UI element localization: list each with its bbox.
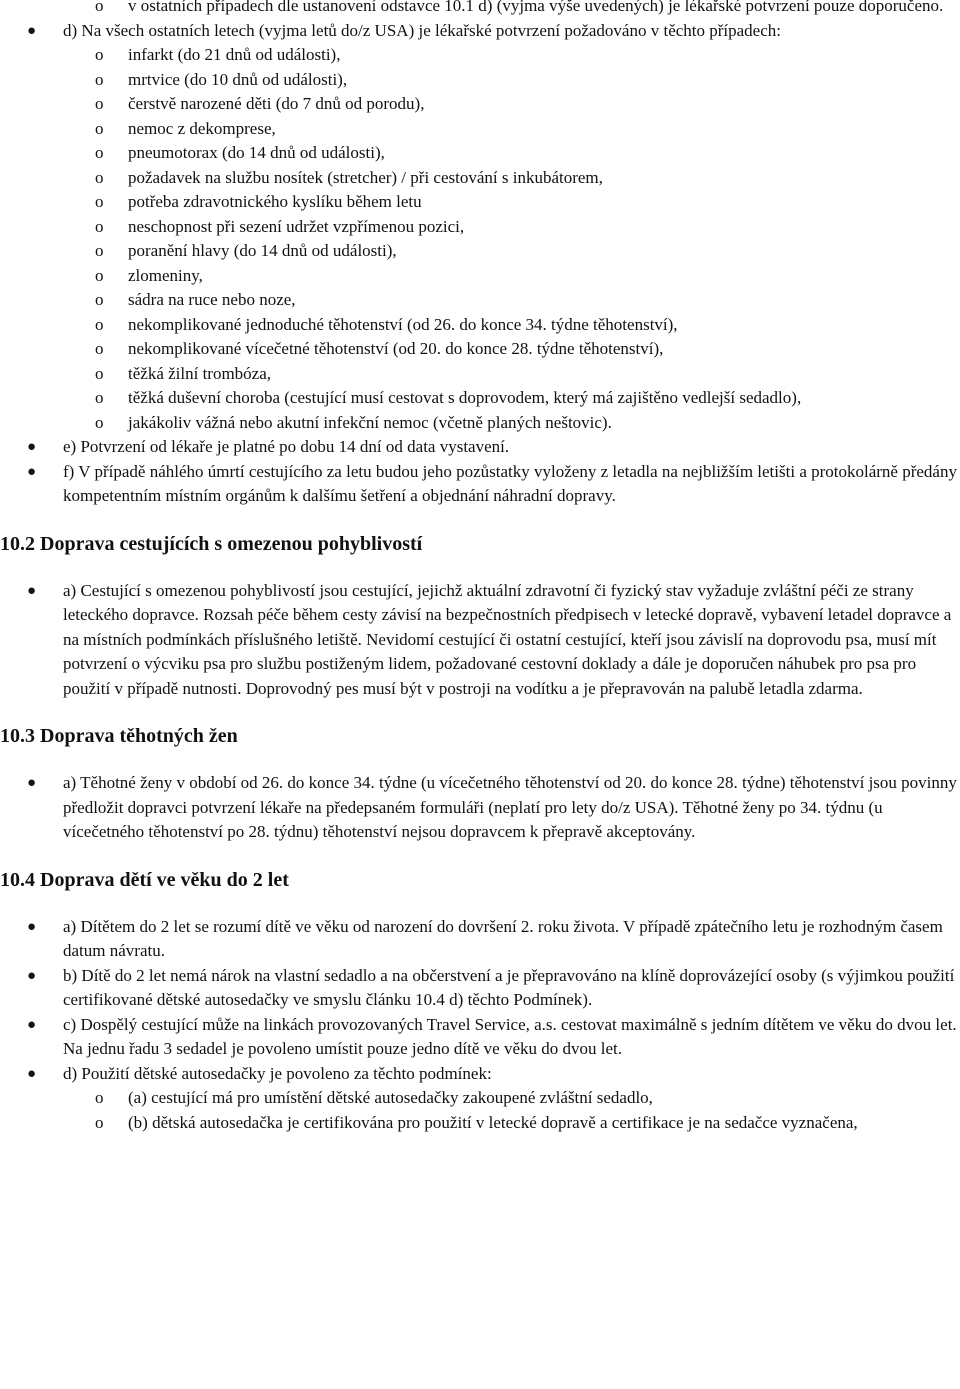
circle-bullet-icon: o bbox=[95, 69, 104, 89]
list-item bbox=[0, 166, 960, 191]
circle-bullet-icon: o bbox=[95, 412, 104, 432]
circle-bullet-icon: o bbox=[95, 265, 104, 285]
section-10-2-a bbox=[0, 579, 960, 702]
section-heading-10-4: 10.4 Doprava dětí ve věku do 2 let bbox=[0, 868, 289, 891]
circle-bullet-icon: o bbox=[95, 241, 104, 260]
circle-bullet-icon: o bbox=[95, 1088, 104, 1107]
list-item-text: infarkt (do 21 dnů od události), bbox=[128, 45, 341, 64]
list-item-text: těžká duševní choroba (cestující musí cestovat s doprovodem, který má zajištěno vedlejší sedadlo), bbox=[128, 388, 802, 407]
list-item-text: (b) dětská autosedačka je certifikována pro použití v letecké dopravě a certifikace je na sedačce vyznačena, bbox=[128, 1112, 858, 1132]
bullet-icon: ● bbox=[27, 1016, 37, 1033]
list-item bbox=[0, 117, 960, 142]
section-10-3-a bbox=[0, 771, 960, 845]
circle-bullet-icon: o bbox=[95, 118, 104, 138]
bullet-e-text: e) Potvrzení od lékaře je platné po dobu 14 dní od data vystavení. bbox=[63, 437, 510, 456]
list-item bbox=[0, 43, 960, 68]
list-item bbox=[0, 1086, 960, 1111]
circle-bullet-icon: o bbox=[95, 388, 104, 407]
list-item bbox=[0, 190, 960, 215]
section-10-4-b bbox=[0, 964, 960, 1013]
bullet-icon: ● bbox=[27, 582, 37, 599]
bullet-icon: ● bbox=[27, 463, 37, 480]
circle-bullet-icon: o bbox=[95, 94, 104, 113]
circle-bullet-icon: o bbox=[95, 1112, 104, 1132]
circle-bullet-icon: o bbox=[95, 314, 104, 334]
list-item bbox=[0, 386, 960, 411]
list-item-text: požadavek na službu nosítek (stretcher) / při cestování s inkubátorem, bbox=[128, 167, 603, 187]
circle-bullet-icon: o bbox=[95, 363, 104, 383]
list-item-text: jakákoliv vážná nebo akutní infekční nemoc (včetně planých neštovic). bbox=[128, 412, 612, 432]
bullet-d-sublist bbox=[0, 43, 960, 435]
section-10-2-a-text: a) Cestující s omezenou pohyblivostí jsou cestující, jejichž aktuální zdravotní či fyzický stav vyžaduje zvláštní péči ze strany leteckého dopravce. Rozsah péče během cesty závisí na bezpečnostních předpisech v letecké dopravě, vybavení letadel dopravce a na místních podmínkách příslušného letiště. Nevidomí cestující či ostatní cestující, kteří jsou závislí na doprovodu psa, musí mít potvrzení o výcviku psa pro službu postiženým lidem, požadované cestovní doklady a dále je doporučen náhubek pro psa pro použití v případě nutnosti. Doprovodný pes musí být v postroji na vodítku a je přepravován na palubě letadla zdarma. bbox=[63, 580, 952, 698]
circle-bullet-icon: o bbox=[95, 0, 104, 15]
bullet-f bbox=[0, 460, 960, 509]
section-10-4-c-text: c) Dospělý cestující může na linkách provozovaných Travel Service, a.s. cestovat maximálně s jedním dítětem ve věku do dvou let. Na jednu řadu 3 sedadel je povoleno umístit pouze jedno dítě ve věku do dvou let. bbox=[63, 1014, 957, 1058]
list-item bbox=[0, 0, 960, 19]
circle-bullet-icon: o bbox=[95, 339, 104, 358]
bullet-icon: ● bbox=[27, 918, 37, 935]
section-10-4-d-text: d) Použití dětské autosedačky je povoleno za těchto podmínek: bbox=[63, 1063, 492, 1083]
section-10-4-a-text: a) Dítětem do 2 let se rozumí dítě ve věku od narození do dovršení 2. roku života. V případě zpátečního letu je rozhodným časem datum návratu. bbox=[63, 916, 943, 960]
list-item-text: sádra na ruce nebo noze, bbox=[128, 290, 296, 309]
circle-bullet-icon: o bbox=[95, 45, 104, 64]
list-item-text: nemoc z dekomprese, bbox=[128, 118, 276, 138]
list-item bbox=[0, 411, 960, 436]
section-10-4-b-text: b) Dítě do 2 let nemá nárok na vlastní sedadlo a na občerstvení a je přepravováno na klíně doprovázející osoby (s výjimkou použití certifikované dětské autosedačky ve smyslu článku 10.4 d) těchto Podmínek). bbox=[63, 965, 955, 1009]
section-heading-10-3: 10.3 Doprava těhotných žen bbox=[0, 725, 238, 747]
section-10-4-d-sublist bbox=[0, 1086, 960, 1135]
bullet-icon: ● bbox=[27, 967, 37, 984]
list-item bbox=[0, 92, 960, 117]
circle-bullet-icon: o bbox=[95, 192, 104, 211]
section-heading-10-2: 10.2 Doprava cestujících s omezenou pohyblivostí bbox=[0, 532, 423, 555]
list-item bbox=[0, 264, 960, 289]
list-item bbox=[0, 288, 960, 313]
section-10-4-a bbox=[0, 915, 960, 964]
list-item-text: v ostatních případech dle ustanovení odstavce 10.1 d) (vyjma výše uvedených) je lékařské potvrzení pouze doporučeno. bbox=[128, 0, 944, 15]
section-10-4-d bbox=[0, 1062, 960, 1087]
list-item bbox=[0, 215, 960, 240]
list-item-text: mrtvice (do 10 dnů od události), bbox=[128, 69, 348, 89]
list-item-text: pneumotorax (do 14 dnů od události), bbox=[128, 143, 385, 162]
list-item-text: čerstvě narozené děti (do 7 dnů od porodu), bbox=[128, 94, 425, 113]
list-item-text: neschopnost při sezení udržet vzpřímenou pozici, bbox=[128, 216, 465, 236]
list-item bbox=[0, 337, 960, 362]
bullet-icon: ● bbox=[27, 439, 37, 455]
circle-bullet-icon: o bbox=[95, 143, 104, 162]
list-item bbox=[0, 68, 960, 93]
circle-bullet-icon: o bbox=[95, 216, 104, 236]
bullet-icon: ● bbox=[27, 22, 37, 39]
list-item-text: těžká žilní trombóza, bbox=[128, 363, 272, 383]
section-10-3-a-text: a) Těhotné ženy v období od 26. do konce 34. týdne (u vícečetného těhotenství od 20. do konce 28. týdne) těhotenství jsou povinny předložit dopravci potvrzení lékaře na předepsaném formuláři (neplatí pro lety do/z USA). Těhotné ženy po 34. týdnu (u vícečetného těhotenství po 28. týdnu) těhotenství nejsou dopravcem k přepravě akceptovány. bbox=[63, 773, 957, 841]
list-item bbox=[0, 141, 960, 166]
list-item-text: (a) cestující má pro umístění dětské autosedačky zakoupené zvláštní sedadlo, bbox=[128, 1088, 653, 1107]
bullet-d-text: d) Na všech ostatních letech (vyjma letů do/z USA) je lékařské potvrzení požadováno v těchto případech: bbox=[63, 20, 782, 40]
circle-bullet-icon: o bbox=[95, 167, 104, 187]
list-item bbox=[0, 239, 960, 264]
list-item bbox=[0, 313, 960, 338]
list-item-text: potřeba zdravotnického kyslíku během letu bbox=[128, 192, 422, 211]
list-item-text: poranění hlavy (do 14 dnů od události), bbox=[128, 241, 397, 260]
bullet-icon: ● bbox=[27, 775, 37, 791]
list-item bbox=[0, 1111, 960, 1136]
list-item-text: zlomeniny, bbox=[128, 265, 203, 285]
section-10-4-c bbox=[0, 1013, 960, 1062]
bullet-d bbox=[0, 19, 960, 44]
bullet-f-text: f) V případě náhlého úmrtí cestujícího za letu budou jeho pozůstatky vyloženy z letadla na nejbližším letišti a protokolárně předány kompetentním místním orgánům k dalšímu šetření a objednání náhradní dopravy. bbox=[63, 461, 957, 505]
circle-bullet-icon: o bbox=[95, 290, 104, 309]
list-item-text: nekomplikované vícečetné těhotenství (od 20. do konce 28. týdne těhotenství), bbox=[128, 339, 664, 358]
list-item-text: nekomplikované jednoduché těhotenství (od 26. do konce 34. týdne těhotenství), bbox=[128, 314, 678, 334]
bullet-icon: ● bbox=[27, 1065, 37, 1082]
list-item bbox=[0, 362, 960, 387]
bullet-e bbox=[0, 435, 960, 460]
